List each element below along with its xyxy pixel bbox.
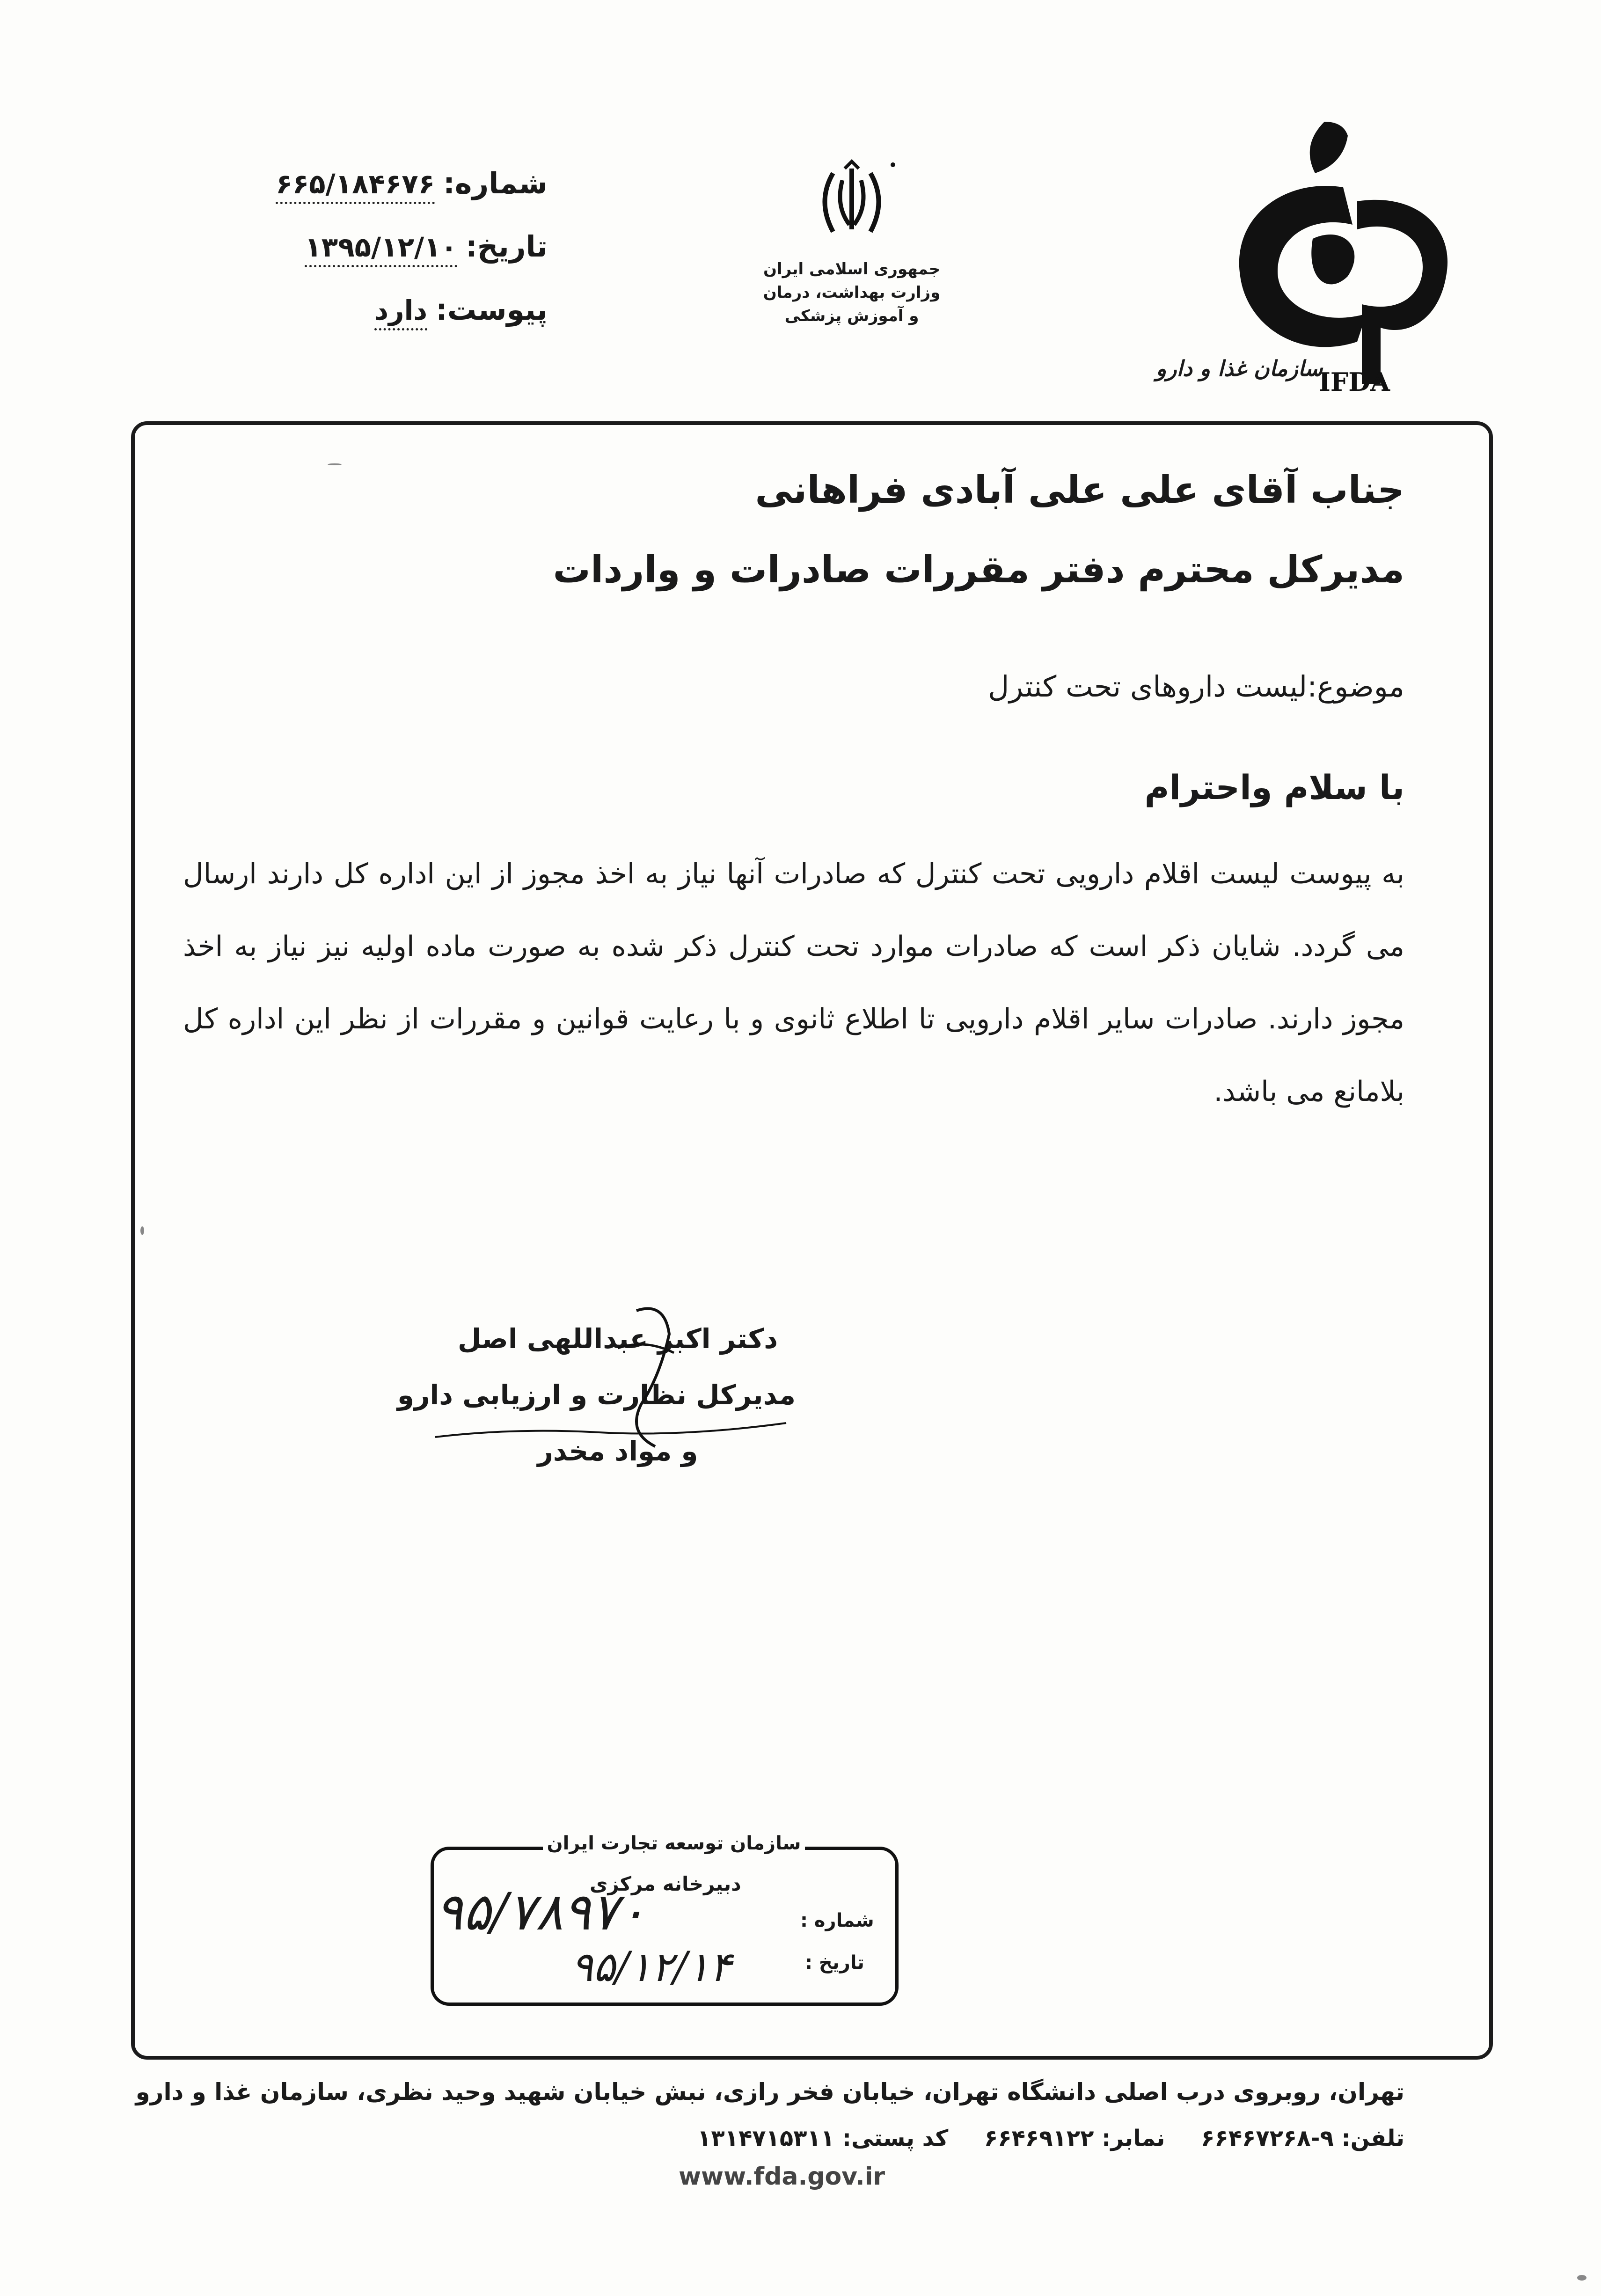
footer-fax: نمابر: ۶۶۴۶۹۱۲۲	[984, 2125, 1165, 2151]
stamp-org: سازمان توسعه تجارت ایران	[543, 1833, 805, 1854]
letter-attachment	[154, 293, 548, 344]
emblem-line-2: وزارت بهداشت، درمان	[763, 283, 941, 302]
stamp-date-label: تاریخ :	[805, 1952, 864, 1973]
scan-speck	[140, 1226, 144, 1235]
iran-emblem	[749, 154, 955, 370]
footer-website: www.fda.gov.ir	[679, 2163, 885, 2191]
letter-subject: موضوع:لیست داروهای تحت کنترل	[988, 669, 1404, 704]
scan-speck	[1577, 2275, 1586, 2281]
recipient-name: جناب آقای علی علی آبادی فراهانی	[755, 468, 1404, 512]
stamp-date-handwritten: ۹۵/۱۲/۱۴	[571, 1943, 731, 1991]
allah-emblem-icon	[805, 154, 899, 248]
letter-number	[154, 166, 548, 218]
signatory-title-1: مدیرکل نظارت و ارزیابی دارو	[397, 1379, 796, 1411]
ifda-logo-icon	[1147, 108, 1484, 398]
footer-phone: تلفن: ۹-۶۶۴۶۷۲۶۸	[1201, 2125, 1404, 2151]
letter-greeting: با سلام واحترام	[1144, 768, 1404, 807]
letter-number-label: شماره:	[443, 166, 548, 200]
stamp-number-label: شماره :	[800, 1910, 874, 1931]
letter-body: به پیوست لیست اقلام دارویی تحت کنترل که صادرات آنها نیاز به اخذ مجوز از این اداره کل دارند ارسال می گردد. شایان ذکر است که صادرات موارد تحت کنترل ذکر شده به صورت ماده اولیه نیز نیاز به اخذ مجوز دارند. صادرات سایر اقلام دارویی تا اطلاع ثانوی و با رعایت قوانین و مقررات از نظر این اداره کل بلامانع می باشد.	[183, 858, 1404, 1108]
letter-number-value: ۶۶۵/۱۸۴۶۷۶	[276, 168, 435, 204]
letter-frame	[131, 421, 1493, 2060]
footer-address: تهران، روبروی درب اصلی دانشگاه تهران، خیابان فخر رازی، نبش خیابان شهید وحید نظری، سازمان غذا و دارو	[135, 2078, 1404, 2105]
logo-caption: سازمان غذا و دارو	[1156, 356, 1323, 381]
letter-attachment-value: دارد	[374, 294, 427, 330]
stamp-number-handwritten: ۹۵/۷۸۹۷۰	[435, 1882, 646, 1942]
footer-contact	[669, 2125, 1404, 2151]
stamp-office: دبیرخانه مرکزی	[590, 1872, 741, 1895]
signatory-title-2: و مواد مخدر	[537, 1435, 698, 1467]
handwritten-signature	[397, 1292, 796, 1470]
emblem-line-1: جمهوری اسلامی ایران	[763, 260, 941, 279]
letter-date-value: ۱۳۹۵/۱۲/۱۰	[305, 231, 457, 267]
letter-date-label: تاریخ:	[465, 229, 548, 264]
emblem-line-3: و آموزش پزشکی	[784, 307, 919, 325]
letter-attachment-label: پیوست:	[436, 293, 548, 327]
letter-date	[154, 229, 548, 281]
logo-abbr: IFDA	[1318, 367, 1390, 397]
scan-speck	[328, 463, 342, 465]
recipient-title: مدیرکل محترم دفتر مقررات صادرات و واردات	[553, 548, 1404, 591]
signatory-name: دکتر اکبر عبداللهی اصل	[458, 1323, 778, 1355]
footer-postal: کد پستی: ۱۳۱۴۷۱۵۳۱۱	[697, 2125, 949, 2151]
